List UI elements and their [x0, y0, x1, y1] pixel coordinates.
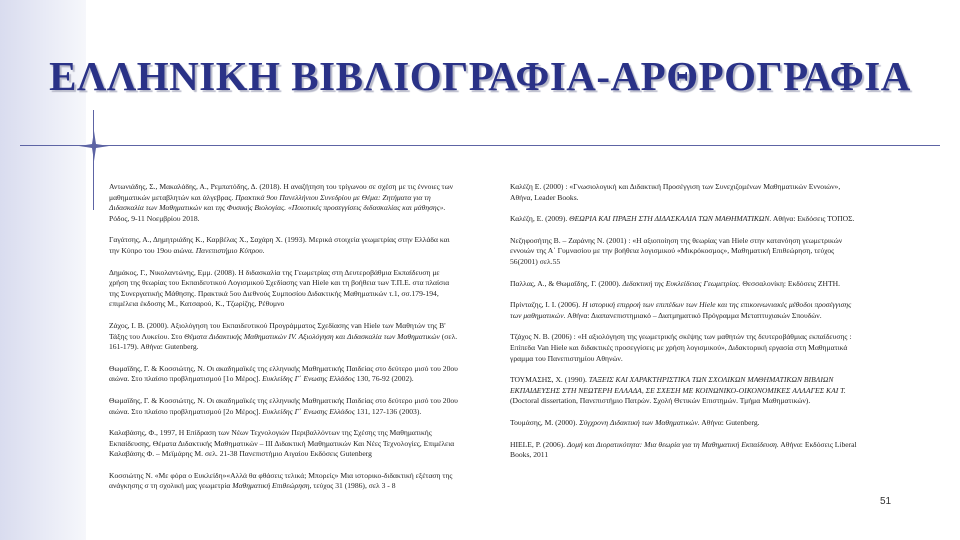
- reference-entry: ΤΟΥΜΑΣΗΣ, Χ. (1990). ΤΑΞΕΙΣ ΚΑΙ ΧΑΡΑΚΤΗΡΙΣΤΙΚΑ ΤΩΝ ΣΧΟΛΙΚΩΝ ΜΑΘΗΜΑΤΙΚΩΝ ΒΙΒΛΙΩΝ ΕΚΠΑΙΔΕΥΣΗΣ ΣΤΗ ΝΕΩΤΕΡΗ ΕΛΛΑΔΑ, ΣΕ ΣΧΕΣΗ ΜΕ ΚΟΙΝΩΝΙΚΟ-ΟΙΚΟΝΟΜΙΚΕΣ ΑΛΛΑΓΕΣ ΚΑΙ Τ. (Doctoral dissertation, Πανεπιστήμιο Πατρών. Σχολή Θετικών Επιστημών. Τμήμα Μαθηματικών).: [510, 375, 846, 406]
- reference-entry: Πρίνταζης, Ι. Ι. (2006). Η ιστορική επιρροή των επιπέδων των Hiele και της επικοινωνιακές μέθοδοι προσέγγισης των μαθηματικών. Αθήνα: Διαπανεπιστημιακό – Διατμηματικό Πρόγραμμα Μεταπτυχιακών Σπουδών.: [510, 300, 852, 320]
- page-number: 51: [880, 496, 892, 507]
- left-reference-column: [109, 182, 459, 503]
- sparkle-icon: [79, 131, 109, 161]
- reference-entry: Ζάχος, Ι. Β. (2000). Αξιολόγηση του Εκπαιδευτικού Προγράμματος Σχεδίασης van Hiele των Μαθητών της Β' Τάξης του Λυκείου. Στο Θέματα Διδακτικής Μαθηματικών IV. Αξιολόγηση και Διδασκαλία των Μαθηματικών (σελ. 161-179). Αθήνα: Gutenberg.: [109, 320, 458, 352]
- reference-entry: Θωμαΐδης, Γ. & Κοσσιώτης, Ν. Οι ακαδημαϊκές της ελληνικής Μαθηματικής Παιδείας στο δεύτερο μισό του 20ου αιώνα. Στο πλαίσιο προβληματισμού [1ο Μέρος]. Ευκλείδης Γ΄ Ενωσης Ελλάδος 130, 76-92 (2002).: [109, 363, 458, 384]
- reference-entry: Γαγάτσης, Α., Δημητριάδης Κ., Καρβέλας Χ., Σαχάρη Χ. (1993). Μερικά στοιχεία γεωμετρίας στην Ελλάδα και την Κύπρο του 19ου αιώνα. Πανεπιστήμιο Κύπρου.: [109, 235, 450, 255]
- reference-entry: Τουμάσης, Μ. (2000). Σύγχρονη Διδακτική των Μαθηματικών. Αθήνα: Gutenberg.: [510, 417, 760, 427]
- reference-entry: HIELE, P. (2006). Δομή και Διορατικότητα: Μια θεωρία για τη Μαθηματική Εκπαίδευση. Αθήνα: Εκδόσεις Liberal Books, 2011: [510, 439, 857, 460]
- reference-entry: Δημάκος, Γ., Νικολαντώνης, Εμμ. (2008). Η διδασκαλία της Γεωμετρίας στη Δευτεροβάθμια Εκπαίδευση με χρήση της θεωρίας του Εκπαιδευτικού Λογισμικού Σχεδίασης van Hiele και τη βοήθεια των Τ.Π.Ε. στα πλαίσια της Συνεργατικής Μάθησης. Πρακτικά 5ου Διεθνούς Συμποσίου Διδακτικής Μαθηματικών τ.1, σσ.179-194, επιμέλεια έκδοσης Μ., Κατσαρού, Κ., Τζωρίζης, Ρέθυμνο: [109, 267, 450, 309]
- right-reference-column: [510, 182, 862, 472]
- reference-entry: Παλλας, Α., & Θωμαΐδης, Γ. (2000). Διδακτική της Ευκλείδειας Γεωμετρίας. Θεσσαλονίκη: Εκδόσεις ΖΗΤΗ.: [510, 278, 840, 288]
- page-title: ΕΛΛΗΝΙΚΗ ΒΙΒΛΙΟΓΡΑΦΙΑ-ΑΡΘΡΟΓΡΑΦΙΑ: [49, 53, 911, 99]
- reference-entry: Θωμαΐδης, Γ. & Κοσσιώτης, Ν. Οι ακαδημαϊκές της ελληνικής Μαθηματικής Παιδείας στο δεύτερο μισό του 20ου αιώνα. Στο πλαίσιο προβληματισμού [2ο Μέρος]. Ευκλείδης Γ΄ Ενωσης Ελλάδος 131, 127-136 (2003).: [109, 395, 458, 416]
- reference-entry: Νεζηφοσήτης Β. – Ζαράνης Ν. (2001) : «Η αξιοποίηση της θεωρίας van Hiele στην κατανόηση γεωμετρικών εννοιών της Α΄ Γυμνασίου με την βοήθεια λογισμικού «Μικρόκοσμος», Μαθηματική Επιθεώρηση, τεύχος 56(2001) σελ.55: [510, 235, 843, 266]
- reference-entry: Καλέζη, Ε. (2009). ΘΕΩΡΙΑ ΚΑΙ ΠΡΑΞΗ ΣΤΗ ΔΙΔΑΣΚΑΛΙΑ ΤΩΝ ΜΑΘΗΜΑΤΙΚΩΝ. Αθήνα: Εκδόσεις ΤΟΠΟΣ.: [510, 214, 855, 224]
- reference-entry: Τζάχος Ν. Β. (2006) : «Η αξιολόγηση της γεωμετρικής σκέψης των μαθητών της δευτεροβάθμιας εκπαίδευσης : Επίπεδα Van Hiele και διδακτικές προσεγγίσεις με χρήση λογισμικού», Διδακτορική εργασία στη Μαθηματικά γραμμα του Πανεπιστημίου Αθηνών.: [510, 332, 852, 363]
- reference-entry: Αντωνιάδης, Σ., Μακαλάδης, Α., Ρεμπατόδης, Δ. (2018). Η αναζήτηση του τρίγωνου σε σχέση με τις έννοιες των μαθηματικών μεταβλητών και άλγεβρας. Πρακτικά 9ου Πανελλήνιου Συνεδρίου με Θέμα: Ζητήματα για τη Διδασκαλία των Μαθηματικών και της Φυσικής Βιολογίας. «Ποιοτικές προσεγγίσεις διδασκαλίας και μάθησης». Ρόδος, 9-11 Νοεμβρίου 2018.: [109, 182, 454, 223]
- title-underline: [20, 145, 940, 146]
- reference-entry: Καλαβάσης, Φ., 1997, Η Επίδραση των Νέων Τεχνολογιών Περιβαλλόντων της Σχέσης της Μαθηματικής Εκπαίδευσης, Θέματα Διδακτικής Μαθηματικών – ΙΙΙ Διδακτική Μαθηματικών Και Νέες Τεχνολογίες, Επιμέλεια Καλαβάσης Φ. – Μεϊμάρης Μ. σελ. 21-38 Πανεπιστήμιο Αιγαίου Εκδόσεις Gutenberg: [109, 428, 455, 459]
- reference-entry: Καλέζη Ε. (2000) : «Γνωσιολογική και Διδακτική Προσέγγιση των Συνεχιζομένων Μαθηματικών Εννοιών», Αθήνα, Leader Books.: [510, 182, 841, 202]
- reference-entry: Κοσσιώτης Ν. «Με φόρα ο Ευκλείδη»«Αλλά θα φθάσεις τελικά; Μπορείς» Μια ιστορικο-διδακτική εξέταση της ανάγκησης σ τη σχολική μας γεωμετρία Μαθηματική Επιθεώρηση, τεύχος 31 (1986), σελ 3 - 8: [109, 470, 453, 491]
